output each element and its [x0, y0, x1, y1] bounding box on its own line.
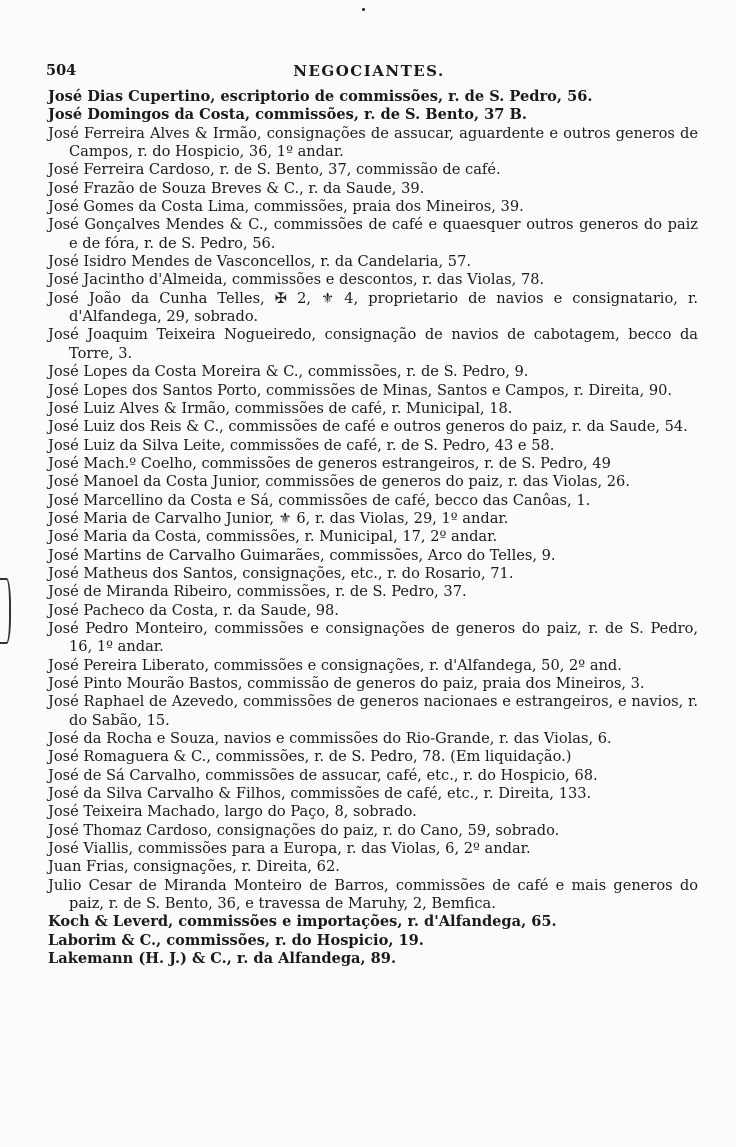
merchant-entry: José Ferreira Cardoso, r. de S. Bento, 37, commissão de café.	[48, 161, 501, 179]
merchant-entry: José Luiz da Silva Leite, commissões de café, r. de S. Pedro, 43 e 58.	[48, 436, 555, 454]
merchant-entry: José de Miranda Ribeiro, commissões, r. de S. Pedro, 37.	[48, 583, 467, 601]
merchant-entry: José Maria de Carvalho Junior, ⚜ 6, r. das Violas, 29, 1º andar.	[48, 509, 509, 527]
merchant-entry: José Joaquim Teixeira Nogueiredo, consignação de navios de cabotagem, becco da Torre, 3.	[48, 326, 698, 362]
merchant-entry: José Gomes da Costa Lima, commissões, praia dos Mineiros, 39.	[48, 198, 524, 216]
merchant-entry: José Luiz Alves & Irmão, commissões de café, r. Municipal, 18.	[48, 399, 513, 417]
merchant-entry: José Ferreira Alves & Irmão, consignações de assucar, aguardente e outros generos de Campos, r. do Hospicio, 36, 1º andar.	[48, 124, 698, 161]
merchant-entry: José Maria da Costa, commissões, r. Municipal, 17, 2º andar.	[48, 528, 498, 546]
running-title: NEGOCIANTES.	[293, 62, 445, 80]
merchant-entry: José Pereira Liberato, commissões e consignações, r. d'Alfandega, 50, 2º and.	[48, 656, 622, 674]
merchant-entry: José Romaguera & C., commissões, r. de S. Pedro, 78. (Em liquidação.)	[48, 748, 572, 766]
merchant-entry: José Domingos da Costa, commissões, r. de S. Bento, 37 B.	[48, 106, 527, 124]
merchant-entry: José Martins de Carvalho Guimarães, commissões, Arco do Telles, 9.	[48, 546, 556, 564]
merchant-entry: José da Silva Carvalho & Filhos, commissões de café, etc., r. Direita, 133.	[48, 785, 592, 803]
merchant-entry: José Lopes da Costa Moreira & C., commissões, r. de S. Pedro, 9.	[48, 363, 529, 381]
merchant-entry: José Viallis, commissões para a Europa, r. das Violas, 6, 2º andar.	[48, 840, 531, 858]
merchant-entry: José Lopes dos Santos Porto, commissões de Minas, Santos e Campos, r. Direita, 90.	[48, 381, 673, 399]
merchant-entry: José João da Cunha Telles, ✠ 2, ⚜ 4, proprietario de navios e consignatario, r. d'Alfandega, 29, sobrado.	[48, 289, 698, 326]
page-number: 504	[46, 62, 77, 79]
merchant-entry: Lakemann (H. J.) & C., r. da Alfandega, 89.	[48, 950, 397, 968]
merchant-entry: José de Sá Carvalho, commissões de assucar, café, etc., r. do Hospicio, 68.	[48, 766, 598, 784]
merchant-entry: José Dias Cupertino, escriptorio de commissões, r. de S. Pedro, 56.	[48, 88, 593, 105]
merchant-entry: José Manoel da Costa Junior, commissões de generos do paiz, r. das Violas, 26.	[48, 473, 630, 491]
merchant-entry: José Luiz dos Reis & C., commissões de café e outros generos do paiz, r. da Saude, 54.	[48, 418, 688, 436]
merchant-entry: José da Rocha e Souza, navios e commissões do Rio-Grande, r. das Violas, 6.	[48, 730, 612, 748]
merchant-entry: José Jacintho d'Almeida, commissões e descontos, r. das Violas, 78.	[48, 271, 545, 289]
merchant-entry: Laborim & C., commissões, r. do Hospicio, 19.	[48, 931, 424, 949]
merchant-entry: José Thomaz Cardoso, consignações do paiz, r. do Cano, 59, sobrado.	[48, 821, 560, 839]
binding-mark	[0, 578, 11, 644]
merchant-entry: José Matheus dos Santos, consignações, etc., r. do Rosario, 71.	[48, 564, 514, 582]
merchant-entry: José Raphael de Azevedo, commissões de generos nacionaes e estrangeiros, e navios, r. do Sabão, 15.	[48, 693, 698, 729]
merchant-entry: Juan Frias, consignações, r. Direita, 62.	[48, 858, 340, 876]
merchant-entry: José Pedro Monteiro, commissões e consignações de generos do paiz, r. de S. Pedro, 16, 1º andar.	[48, 619, 698, 656]
merchant-entry: José Isidro Mendes de Vasconcellos, r. da Candelaria, 57.	[48, 253, 471, 271]
merchant-entry: Koch & Leverd, commissões e importações, r. d'Alfandega, 65.	[48, 913, 557, 931]
merchant-entry: José Pacheco da Costa, r. da Saude, 98.	[48, 601, 339, 619]
merchant-entry: José Frazão de Souza Breves & C., r. da Saude, 39.	[48, 179, 425, 197]
page-header	[44, 62, 694, 82]
merchant-entry: José Pinto Mourão Bastos, commissão de generos do paiz, praia dos Mineiros, 3.	[48, 675, 645, 692]
merchant-list	[48, 88, 698, 969]
ink-speck	[362, 8, 365, 11]
merchant-entry: José Marcellino da Costa e Sá, commissões de café, becco das Canôas, 1.	[48, 491, 591, 509]
merchant-entry: José Gonçalves Mendes & C., commissões de café e quaesquer outros generos do paiz e de fóra, r. de S. Pedro, 56.	[48, 216, 698, 252]
merchant-entry: Julio Cesar de Miranda Monteiro de Barros, commissões de café e mais generos do paiz, r. de S. Bento, 36, e travessa de Maruhy, 2, Bemfica.	[48, 876, 698, 913]
merchant-entry: José Teixeira Machado, largo do Paço, 8, sobrado.	[48, 803, 417, 821]
merchant-entry: José Mach.º Coelho, commissões de generos estrangeiros, r. de S. Pedro, 49	[48, 454, 611, 472]
